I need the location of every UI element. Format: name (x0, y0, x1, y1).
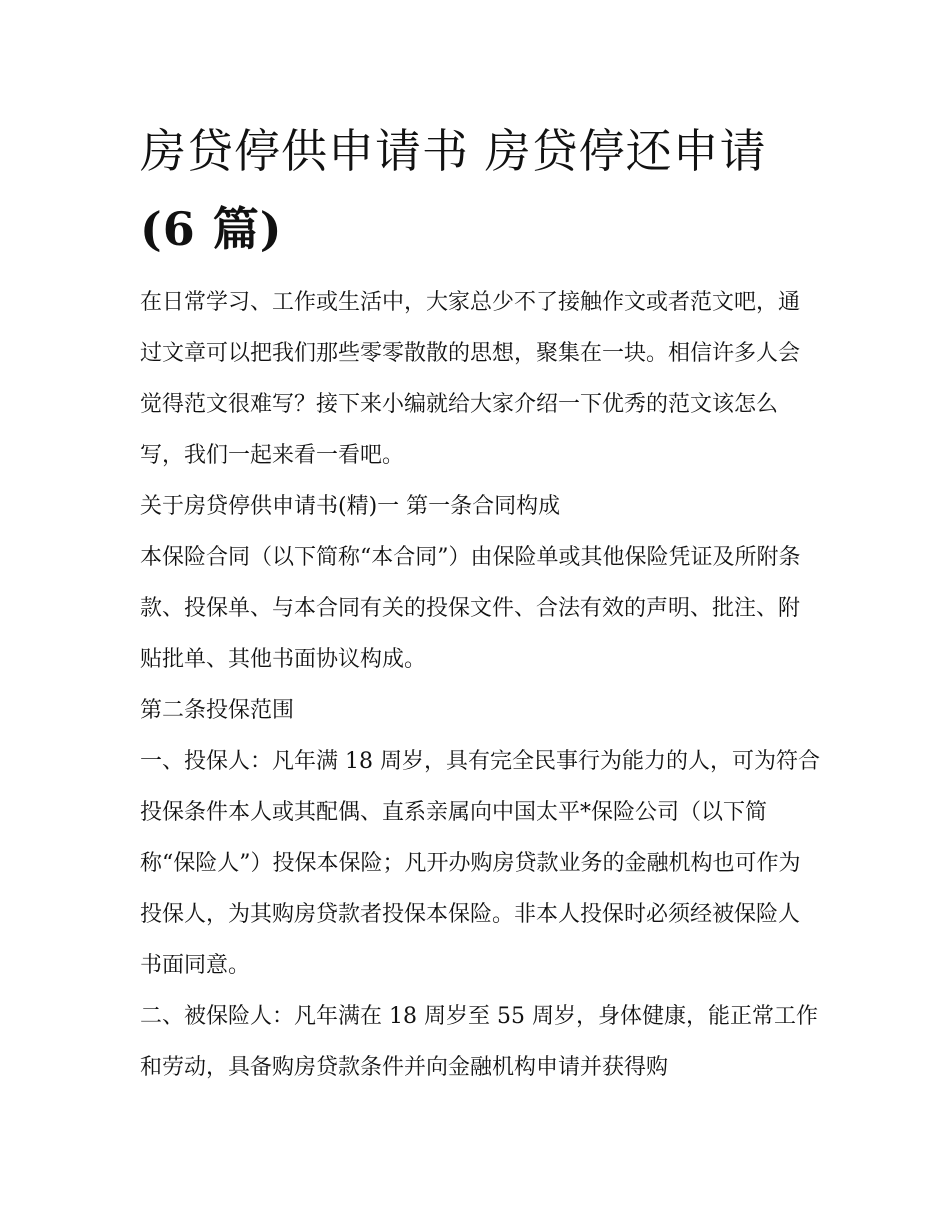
policyholder-paragraph: 一、投保人：凡年满 18 周岁，具有完全民事行为能力的人，可为符合投保条件本人或其配偶、直系亲属向中国太平*保险公司（以下简称“保险人”）投保本保险；凡开办购房贷款业务的金融机构也可作为投保人，为其购房贷款者投保本保险。非本人投保时必须经被保险人书面同意。 (140, 749, 820, 978)
insured-paragraph: 二、被保险人：凡年满在 18 周岁至 55 周岁，身体健康，能正常工作和劳动，具备购房贷款条件并向金融机构申请并获得购 (140, 1004, 818, 1080)
section-heading-2: 第二条投保范围 (140, 698, 295, 723)
title-line-2: (6 篇) (140, 202, 283, 256)
document-body (140, 277, 820, 1093)
section-heading-1: 关于房贷停供申请书(精)一 第一条合同构成 (140, 494, 561, 519)
document-title (140, 112, 840, 268)
intro-paragraph: 在日常学习、工作或生活中，大家总少不了接触作文或者范文吧，通过文章可以把我们那些零零散散的思想，聚集在一块。相信许多人会觉得范文很难写？接下来小编就给大家介绍一下优秀的范文该怎么写，我们一起来看一看吧。 (140, 290, 801, 468)
title-line-1: 房贷停供申请书 房贷停还申请 (140, 124, 767, 178)
contract-composition-paragraph: 本保险合同（以下简称“本合同”）由保险单或其他保险凭证及所附条款、投保单、与本合同有关的投保文件、合法有效的声明、批注、附贴批单、其他书面协议构成。 (140, 545, 801, 672)
